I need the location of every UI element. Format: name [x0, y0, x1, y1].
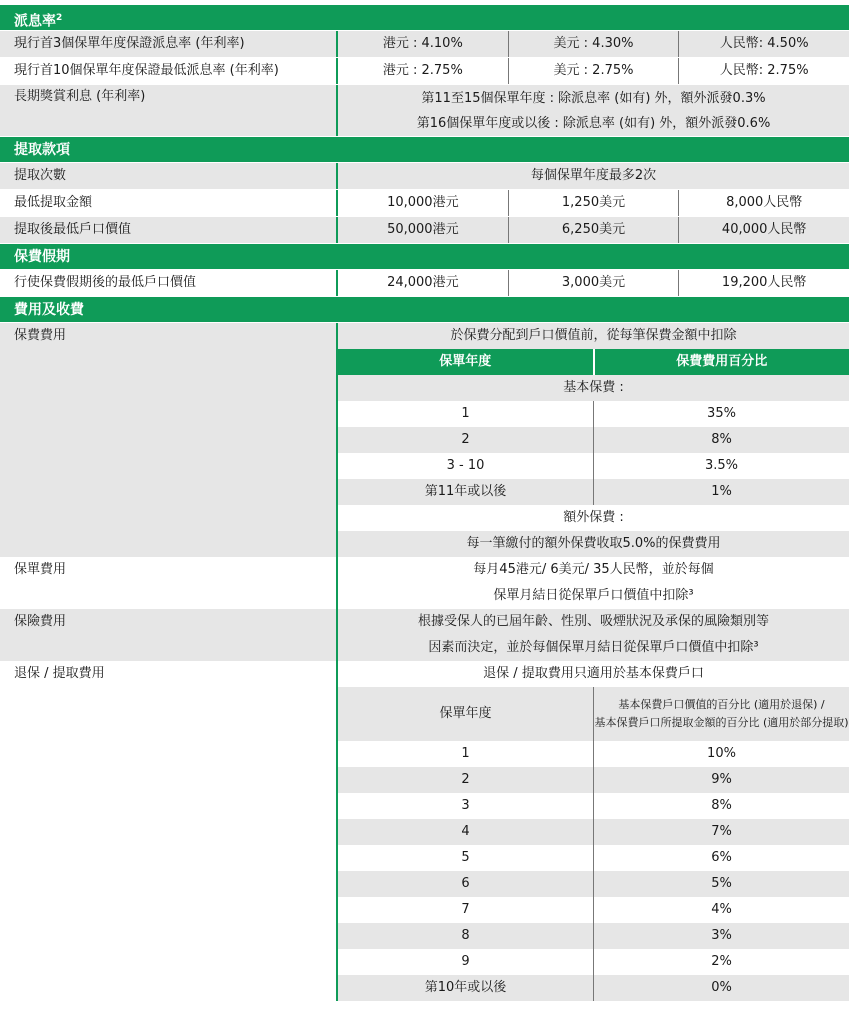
extra-desc-text: 每一筆繳付的額外保費收取5.0%的保費費用: [466, 531, 720, 557]
table-row: [338, 427, 849, 453]
basic-text: 基本保費 :: [563, 375, 624, 401]
row-label: 最低提取金額: [0, 190, 338, 216]
pct-cell: 4%: [594, 897, 849, 923]
surrender-fee-block: [0, 661, 849, 1001]
table-row: [338, 479, 849, 505]
pct-cell: 0%: [594, 975, 849, 1001]
extra-premium-label: [338, 505, 849, 531]
table-row: [338, 741, 849, 767]
row-label: 現行首3個保單年度保證派息率 (年利率): [0, 31, 338, 57]
row-label: 保單費用: [0, 557, 338, 609]
footnote-ref: 2: [56, 13, 62, 23]
col-pct-header: 保費費用百分比: [595, 349, 849, 375]
pct-cell: 35%: [594, 401, 849, 427]
premium-charge-header: [338, 349, 849, 375]
pct-cell: 6%: [594, 845, 849, 871]
withdrawal-times-value: 每個保單年度最多2次: [338, 163, 849, 189]
row-label: 退保 / 提取費用: [0, 661, 338, 1001]
year-cell: 第11年或以後: [338, 479, 594, 505]
insurance-fee-block: [0, 609, 849, 661]
year-cell: 1: [338, 741, 594, 767]
row-label: 行使保費假期後的最低戶口價值: [0, 270, 338, 296]
policy-fee-line-2: 保單月結日從保單戶口價值中扣除³: [338, 583, 849, 609]
pct-cell: 5%: [594, 871, 849, 897]
year-cell: 3: [338, 793, 594, 819]
col-pct-line-2: 基本保費戶口所提取金額的百分比 (適用於部分提取): [594, 714, 849, 732]
rmb-cell: 8,000人民幣: [678, 190, 849, 216]
section-dividend-header: [0, 5, 849, 31]
policy-terms-table: [0, 5, 849, 1023]
extra-text: 額外保費 :: [563, 505, 624, 531]
year-cell: 3 - 10: [338, 453, 594, 479]
policy-fee-line-1: 每月45港元/ 6美元/ 35人民幣，並於每個: [338, 557, 849, 583]
year-cell: 第10年或以後: [338, 975, 594, 1001]
hkd-cell: 24,000港元: [338, 270, 508, 296]
table-row: [338, 845, 849, 871]
table-row: [338, 949, 849, 975]
intro-text: 於保費分配到戶口價值前，從每筆保費金額中扣除: [450, 323, 736, 349]
row-label: 保險費用: [0, 609, 338, 661]
table-row: [338, 767, 849, 793]
pct-cell: 3%: [594, 923, 849, 949]
table-row: [338, 819, 849, 845]
year-cell: 8: [338, 923, 594, 949]
hkd-cell: 港元 : 4.10%: [338, 31, 508, 57]
pct-cell: 1%: [594, 479, 849, 505]
table-row: [338, 975, 849, 1001]
pct-cell: 3.5%: [594, 453, 849, 479]
pct-cell: 2%: [594, 949, 849, 975]
table-row: [338, 793, 849, 819]
table-row: [0, 85, 849, 137]
policy-fee-block: [0, 557, 849, 609]
bonus-line-1: 第11至15個保單年度 : 除派息率 (如有) 外，額外派發0.3%: [338, 86, 849, 111]
hkd-cell: 港元 : 2.75%: [338, 58, 508, 84]
year-cell: 2: [338, 427, 594, 453]
usd-cell: 1,250美元: [508, 190, 679, 216]
intro-text: 退保 / 提取費用只適用於基本保費戶口: [483, 661, 704, 687]
surrender-header: [338, 687, 849, 741]
insurance-fee-line-1: 根據受保人的已屆年齡、性別、吸煙狀況及承保的風險類別等: [338, 609, 849, 635]
year-cell: 7: [338, 897, 594, 923]
table-row: [338, 923, 849, 949]
section-withdrawal-header: [0, 137, 849, 163]
pct-cell: 10%: [594, 741, 849, 767]
section-title: 派息率: [14, 14, 56, 30]
hkd-cell: 50,000港元: [338, 217, 508, 243]
hkd-cell: 10,000港元: [338, 190, 508, 216]
basic-premium-label: [338, 375, 849, 401]
pct-cell: 8%: [594, 427, 849, 453]
premium-charge-intro: [338, 323, 849, 349]
usd-cell: 美元 : 2.75%: [508, 58, 679, 84]
table-row: [0, 163, 849, 190]
section-title: 保費假期: [14, 249, 70, 265]
table-row: [338, 871, 849, 897]
section-holiday-header: [0, 244, 849, 270]
row-label: 長期獎賞利息 (年利率): [0, 85, 338, 136]
section-title: 費用及收費: [14, 302, 84, 318]
year-cell: 6: [338, 871, 594, 897]
surrender-intro: [338, 661, 849, 687]
row-label: 提取後最低戶口價值: [0, 217, 338, 243]
pct-cell: 8%: [594, 793, 849, 819]
col-year-header: 保單年度: [338, 349, 595, 375]
row-label: 保費費用: [0, 323, 338, 557]
year-cell: 2: [338, 767, 594, 793]
pct-cell: 7%: [594, 819, 849, 845]
table-row: [0, 58, 849, 85]
table-row: [338, 453, 849, 479]
usd-cell: 6,250美元: [508, 217, 679, 243]
pct-cell: 9%: [594, 767, 849, 793]
rmb-cell: 40,000人民幣: [678, 217, 849, 243]
year-cell: 1: [338, 401, 594, 427]
table-row: [338, 401, 849, 427]
col-pct-line-1: 基本保費戶口價值的百分比 (適用於退保) /: [594, 696, 849, 714]
table-row: [0, 190, 849, 217]
usd-cell: 美元 : 4.30%: [508, 31, 679, 57]
table-row: [0, 217, 849, 244]
premium-charge-block: [0, 323, 849, 557]
rmb-cell: 人民幣: 2.75%: [678, 58, 849, 84]
rmb-cell: 人民幣: 4.50%: [678, 31, 849, 57]
bonus-line-2: 第16個保單年度或以後 : 除派息率 (如有) 外，額外派發0.6%: [338, 111, 849, 136]
section-title: 提取款項: [14, 142, 70, 158]
section-fees-header: [0, 297, 849, 323]
year-cell: 9: [338, 949, 594, 975]
year-cell: 5: [338, 845, 594, 871]
col-pct-header: [594, 687, 849, 741]
usd-cell: 3,000美元: [508, 270, 679, 296]
insurance-fee-line-2: 因素而決定，並於每個保單月結日從保單戶口價值中扣除³: [338, 635, 849, 661]
row-label: 提取次數: [0, 163, 338, 189]
table-row: [0, 31, 849, 58]
table-row: [338, 897, 849, 923]
year-cell: 4: [338, 819, 594, 845]
row-label: 現行首10個保單年度保證最低派息率 (年利率): [0, 58, 338, 84]
rmb-cell: 19,200人民幣: [678, 270, 849, 296]
table-row: [0, 270, 849, 297]
extra-premium-desc: [338, 531, 849, 557]
col-year-header: 保單年度: [338, 687, 594, 741]
